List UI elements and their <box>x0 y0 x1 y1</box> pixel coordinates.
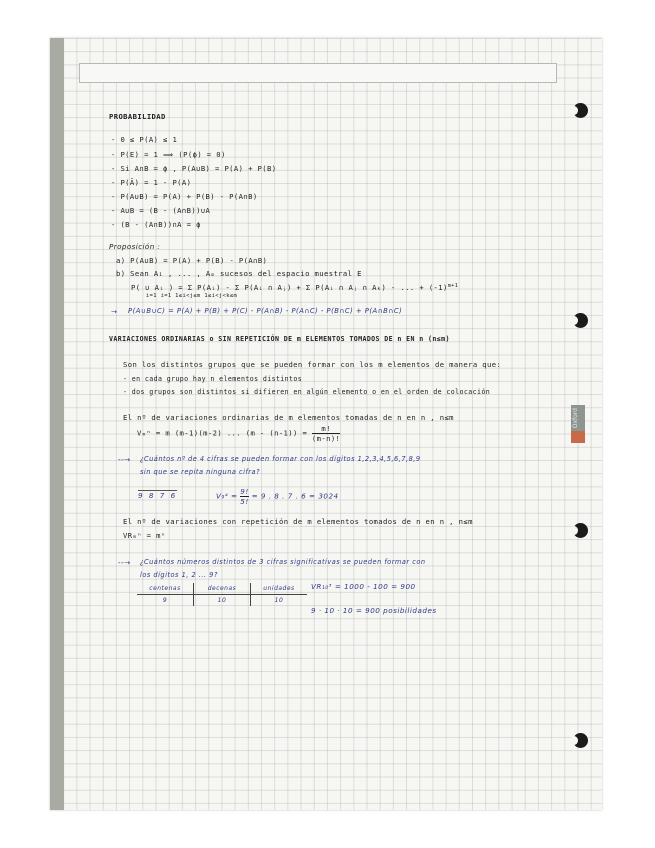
place-value-table <box>137 583 307 606</box>
property-line: - (B - (A∩B))∩A = ϕ <box>111 220 201 229</box>
example-line: P(A∪B∪C) = P(A) + P(B) + P(C) - P(A∩B) - P(A∩C) - P(B∩C) + P(A∩B∩C) <box>128 307 403 315</box>
property-line: - 0 ≤ P(A) ≤ 1 <box>111 135 178 144</box>
definition-line: El nº de variaciones con repetición de m elementos tomados de n en n , n≤m <box>123 517 473 526</box>
formula-fraction <box>312 424 340 443</box>
table-header-cell: unidades <box>251 583 308 595</box>
table-row <box>137 583 307 595</box>
property-line: - P(A∪B) = P(A) + P(B) - P(A∩B) <box>111 192 258 201</box>
answer-rhs: = 9 . 8 . 7 . 6 = 3024 <box>251 491 339 501</box>
answer-line: 9 · 10 · 10 = 900 posibilidades <box>311 606 437 615</box>
proposition-heading: Proposición : <box>109 242 161 251</box>
property-line: - P(Ā) = 1 - P(A) <box>111 178 192 187</box>
digit-slots: 9 8 7 6 <box>138 491 178 500</box>
question-line: ¿Cuántos nº de 4 cifras se pueden formar con los dígitos 1,2,3,4,5,6,7,8,9 <box>140 455 421 463</box>
bullet-line: - en cada grupo hay n elementos distintos <box>123 375 303 383</box>
question-arrow: --→ <box>118 558 131 567</box>
property-line: - Si A∩B = ϕ , P(A∪B) = P(A) + P(B) <box>111 164 277 173</box>
definition-line: El nº de variaciones ordinarias de m elementos tomadas de n en n , n≤m <box>123 413 454 422</box>
fraction-denominator: 5! <box>240 497 249 506</box>
side-tab-color-mark <box>571 431 585 443</box>
question-line: sin que se repita ninguna cifra? <box>140 468 261 476</box>
binder-hole-icon <box>573 733 588 748</box>
table-row <box>137 595 307 607</box>
table-cell: 10 <box>194 595 251 607</box>
binder-hole-icon <box>573 103 588 118</box>
property-line: - A∪B = (B - (A∩B))∪A <box>111 206 211 215</box>
formula-limits: i=1 i=1 1≤i<j≤m 1≤i<j<k≤m <box>146 293 238 299</box>
side-tab-label: Oxford <box>572 408 579 429</box>
page-margin-strip <box>50 38 64 810</box>
proposition-b: b) Sean A₁ , ... , Aₘ sucesos del espacio muestral E <box>116 269 362 278</box>
proposition-a: a) P(A∪B) = P(A) + P(B) - P(A∩B) <box>116 256 268 265</box>
answer-lhs: V₉⁴ = <box>216 491 238 501</box>
formula-exponent: m+1 <box>447 283 459 289</box>
table-header-cell: decenas <box>194 583 251 595</box>
example-arrow: → <box>111 307 118 316</box>
binder-hole-icon <box>573 523 588 538</box>
fraction-denominator: (m-n)! <box>311 434 341 443</box>
answer-line <box>216 487 339 506</box>
fraction-numerator: 9! <box>240 487 249 496</box>
variation-formula <box>137 424 340 443</box>
formula-text: P( ∪ Aᵢ ) = Σ P(Aᵢ) - Σ P(Aᵢ ∩ Aⱼ) + Σ P(Aᵢ ∩ Aⱼ ∩ Aₖ) - ... + (-1) <box>131 283 448 292</box>
binder-hole-icon <box>573 313 588 328</box>
formula-text: Vₘⁿ = m (m-1)(m-2) ... (m - (n-1)) = <box>137 428 308 438</box>
property-line: - P(E) = 1 ⟹ (P(ϕ) = 0) <box>111 150 226 159</box>
answer-fraction <box>240 487 248 506</box>
proposition-formula <box>131 283 458 292</box>
section-intro: Son los distintos grupos que se pueden formar con los m elementos de manera que: <box>123 360 502 369</box>
question-arrow: --→ <box>118 455 131 464</box>
page-title: PROBABILIDAD <box>109 112 166 121</box>
bullet-line: - dos grupos son distintos si difieren en algún elemento o en el orden de colocación <box>123 388 491 396</box>
question-line: ¿Cuántos números distintos de 3 cifras significativas se pueden formar con <box>140 558 426 566</box>
question-line: los dígitos 1, 2 ... 9? <box>140 571 218 579</box>
repetition-formula: VRₘⁿ = mⁿ <box>123 531 166 540</box>
table-cell: 10 <box>251 595 308 607</box>
fraction-numerator: m! <box>312 424 340 434</box>
table-header-cell: centenas <box>137 583 194 595</box>
answer-line: VR₁₀³ = 1000 - 100 = 900 <box>311 582 416 591</box>
header-box <box>79 63 557 83</box>
section-heading: VARIACIONES ORDINARIAS o SIN REPETICIÓN DE m ELEMENTOS TOMADOS DE n EN n (n≤m) <box>109 335 450 343</box>
table-cell: 9 <box>137 595 194 607</box>
